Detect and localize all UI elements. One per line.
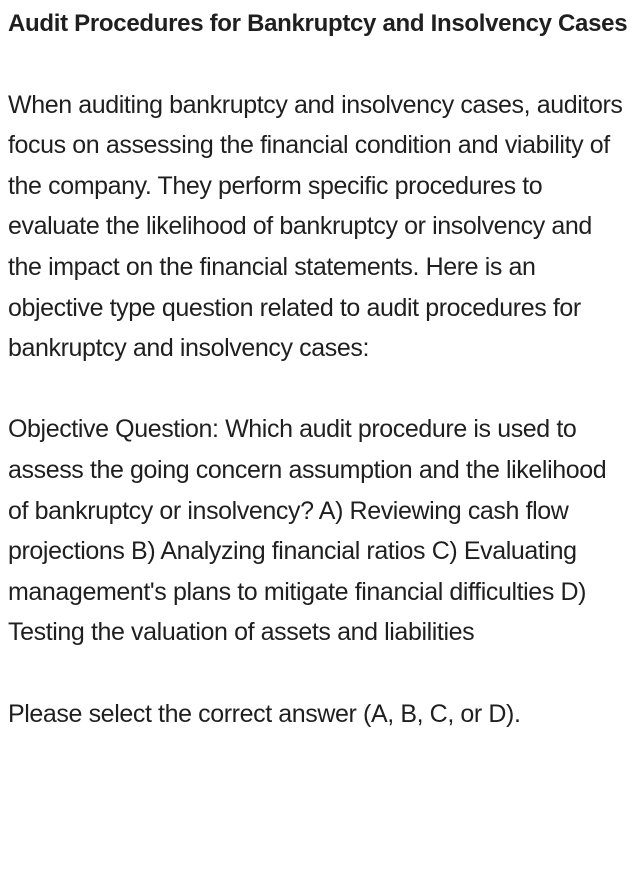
spacer — [8, 44, 632, 85]
instruction-paragraph: Please select the correct answer (A, B, C, or D). — [8, 699, 521, 728]
spacer — [8, 369, 632, 410]
question-paragraph: Objective Question: Which audit procedure is used to assess the going concern assumption and the likelihood of bankruptcy or insolvency? A) Reviewing cash flow projections B) Analyzing financial ratios C) Evaluating management's plans to mitigate financial difficulties D) Testing the valuation of assets and liabilities — [8, 415, 607, 647]
spacer — [8, 653, 632, 694]
document-title: Audit Procedures for Bankruptcy and Insolvency Cases — [8, 10, 628, 37]
intro-paragraph: When auditing bankruptcy and insolvency cases, auditors focus on assessing the financial condition and viability of the company. They perform specific procedures to evaluate the likelihood of bankruptcy or insolvency and the impact on the financial statements. Here is an objective type question related to audit procedures for bankruptcy and insolvency cases: — [8, 90, 623, 363]
